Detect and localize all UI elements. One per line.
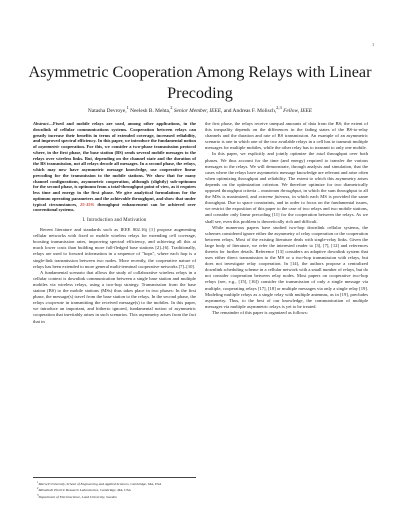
intro-paragraph-2-text: A fundamental scenario that allows the study of collaborative wireless relays in a cellular context is downlink communication between a single base station and multiple mobiles via wireless relays, using a two-hop strategy. Transmission from the base station (BS) to the mobile stations (MSs) thus takes place in two phases: In the first phase, the message(s) travel from the base station to the relays. In the second phase, the relays — [33, 269, 196, 306]
abstract-label: Abstract — [33, 121, 49, 126]
abstract-text-1: —Fixed and mobile relays are used, among other applications, in the downlink of cellular communications systems. Cooperation between relays can greatly increase their benefits in terms of extended coverage, increased reliability, and improved spectral efficiency. In this paper, we introduce the fundamental notion of — [33, 121, 196, 149]
author-1-affiliation: 1 — [126, 105, 129, 110]
paper-title: Asymmetric Cooperation Among Relays with Linear Precoding — [28, 63, 372, 102]
footnote-1: $^1$Marvell University, School of Engineering and Applied Sciences, Cambridge, MA, USA — [37, 480, 162, 487]
left-column — [33, 121, 196, 325]
intro-paragraph-2 — [33, 270, 196, 325]
author-2-affiliation: 2 — [170, 105, 173, 110]
abstract-emphasis: asymmetric — [38, 144, 60, 149]
abstract — [33, 121, 196, 213]
body-paragraph-4: The remainder of this paper is organized as follows: — [212, 309, 308, 315]
author-3-affiliation: 2,3 — [276, 105, 282, 110]
abstract-throughput-gain: 25-35% — [80, 201, 95, 207]
author-line — [10, 104, 390, 115]
author-2: Neelesh B. Mehta, — [128, 107, 171, 114]
page-number: 1 — [372, 43, 374, 47]
intro-paragraph-2-italic: cooperate — [45, 300, 65, 306]
abstract-text-3: throughput enhancement can be achieved over conventional systems. — [33, 201, 196, 213]
author-3: and Andreas F. Molisch, — [222, 107, 277, 114]
footnote-2: $^2$Mitsubishi Electric Research Laboratories, Cambridge, MA, USA — [37, 486, 131, 493]
intro-paragraph-1: Recent literature and standards such as IEEE 802.16j [1] propose augmenting cellular networks with fixed or mobile wireless relays for extending cell coverage, boosting transmission rates, improving spectral efficiency, and achieving all this at much lower costs than building more full-fledged base stations [2]–[6]. Traditionally, relays are used to forward information in a sequence of "hops", where each hop is a single-link transmission between two nodes. More recently, the cooperative nature of relays has been extended to more general multi-terminal cooperative networks [7]–[10]. — [33, 227, 196, 269]
author-3-role: Fellow, IEEE — [281, 107, 313, 114]
footnote-3: $^3$Department of Electroscience, Lund University, Sweden — [37, 492, 117, 500]
abstract-text-2: cooperation. For this, we consider a two-phase transmission protocol where, in the first phase, the base station (BS) sends several mobile messages to the relays over wireless links. But, depending on the channel state and the duration of the BS transmission, not all relays decode all messages. In a second phase, the relays, which may now have asymmetric message knowledge, use cooperative linear precoding for the transmission to the mobile stations. We show that for many channel configurations, asymmetric cooperation, although (slightly) sub-optimum for the second phase, is optimum from a total-throughput point of view, as it requires less time and energy in the first phase. We give analytical formulations for the optimum operating parameters and the achievable throughput, and show that under typical circumstances, — [33, 144, 197, 207]
author-2-role: Senior Member, IEEE, — [172, 107, 223, 114]
body-paragraph-1: the first phase, the relays receive unequal amounts of data from the BS; the extent of this inequality depends on the differences in the fading states of the BS-to-relay channels and the duration and rate of BS transmission. An example of an asymmetric scenario is one in which one of the two available relays in a cell has to transmit multiple messages for multiple mobiles, while the other relay has to transmit to only one mobile. — [205, 121, 368, 151]
body-paragraph-3: While numerous papers have studied two-hop downlink cellular systems, the schemes considered ignore either the asymmetry of relay cooperation or the cooperation between relays. Most of the existing literature deals with single-relay links. Given the large body of literature, we refer the interested reader to [3], [7], [12] and references therein for further details. Reference [13] considers an adaptive downlink system that uses either direct transmission to the MS or a two-hop transmission with relays, but does not investigate relay cooperation. In [14], the authors propose a centralized downlink scheduling scheme in a cellular network with a small number of relays, but do not consider cooperation between relay nodes. Most papers on cooperative two-hop relays (see, e.g., [15], [16]) consider the transmission of only a single message via multiple, cooperating relays [17], [18] or multiple messages via only a single relay [19]. Modeling multiple relays as a single relay with multiple antennas, as in [19], precludes asymmetry. Thus, to the best of our knowledge, the communication of multiple messages via multiple asymmetric relays is yet to be treated. — [205, 224, 368, 309]
intro-paragraph-2-tail: in transmitting the received message(s) to the mobiles. In this paper, we introduce an important, and hitherto ignored, fundamental notion of asymmetric cooperation that inevitably arises in such scenarios. This asymmetry arises from the fact that in — [33, 300, 196, 324]
body-paragraph-2: In this paper, we explicitly and jointly optimize the total throughput over both phases. We thus account for the time (and energy) required to transfer the various messages to the relays. We will demonstrate, through analysis and simulation, that the cases where the relays have asymmetric message knowledge are relevant and arise often when optimizing throughput and reliability. The extent to which this asymmetry arises depends on the optimization criterion. We therefore optimize for two diametrically opposed throughput criteria – maximum throughput, in which the sum throughput to all the MSs is maximized, and extreme fairness, in which each MS is provided the same throughput. Due to space constraints, and in order to focus on the fundamental issues, we restrict the exposition of this paper to the case of two relays and two mobile stations, and consider only linear precoding [11] for the cooperation between the relays. As we shall see, even this problem is theoretically rich and difficult. — [205, 151, 369, 224]
author-1: Natasha Devroye, — [87, 107, 127, 114]
right-column — [205, 121, 368, 316]
footnotes — [33, 477, 196, 499]
section-heading: I. Introduction and Motivation — [82, 218, 147, 223]
